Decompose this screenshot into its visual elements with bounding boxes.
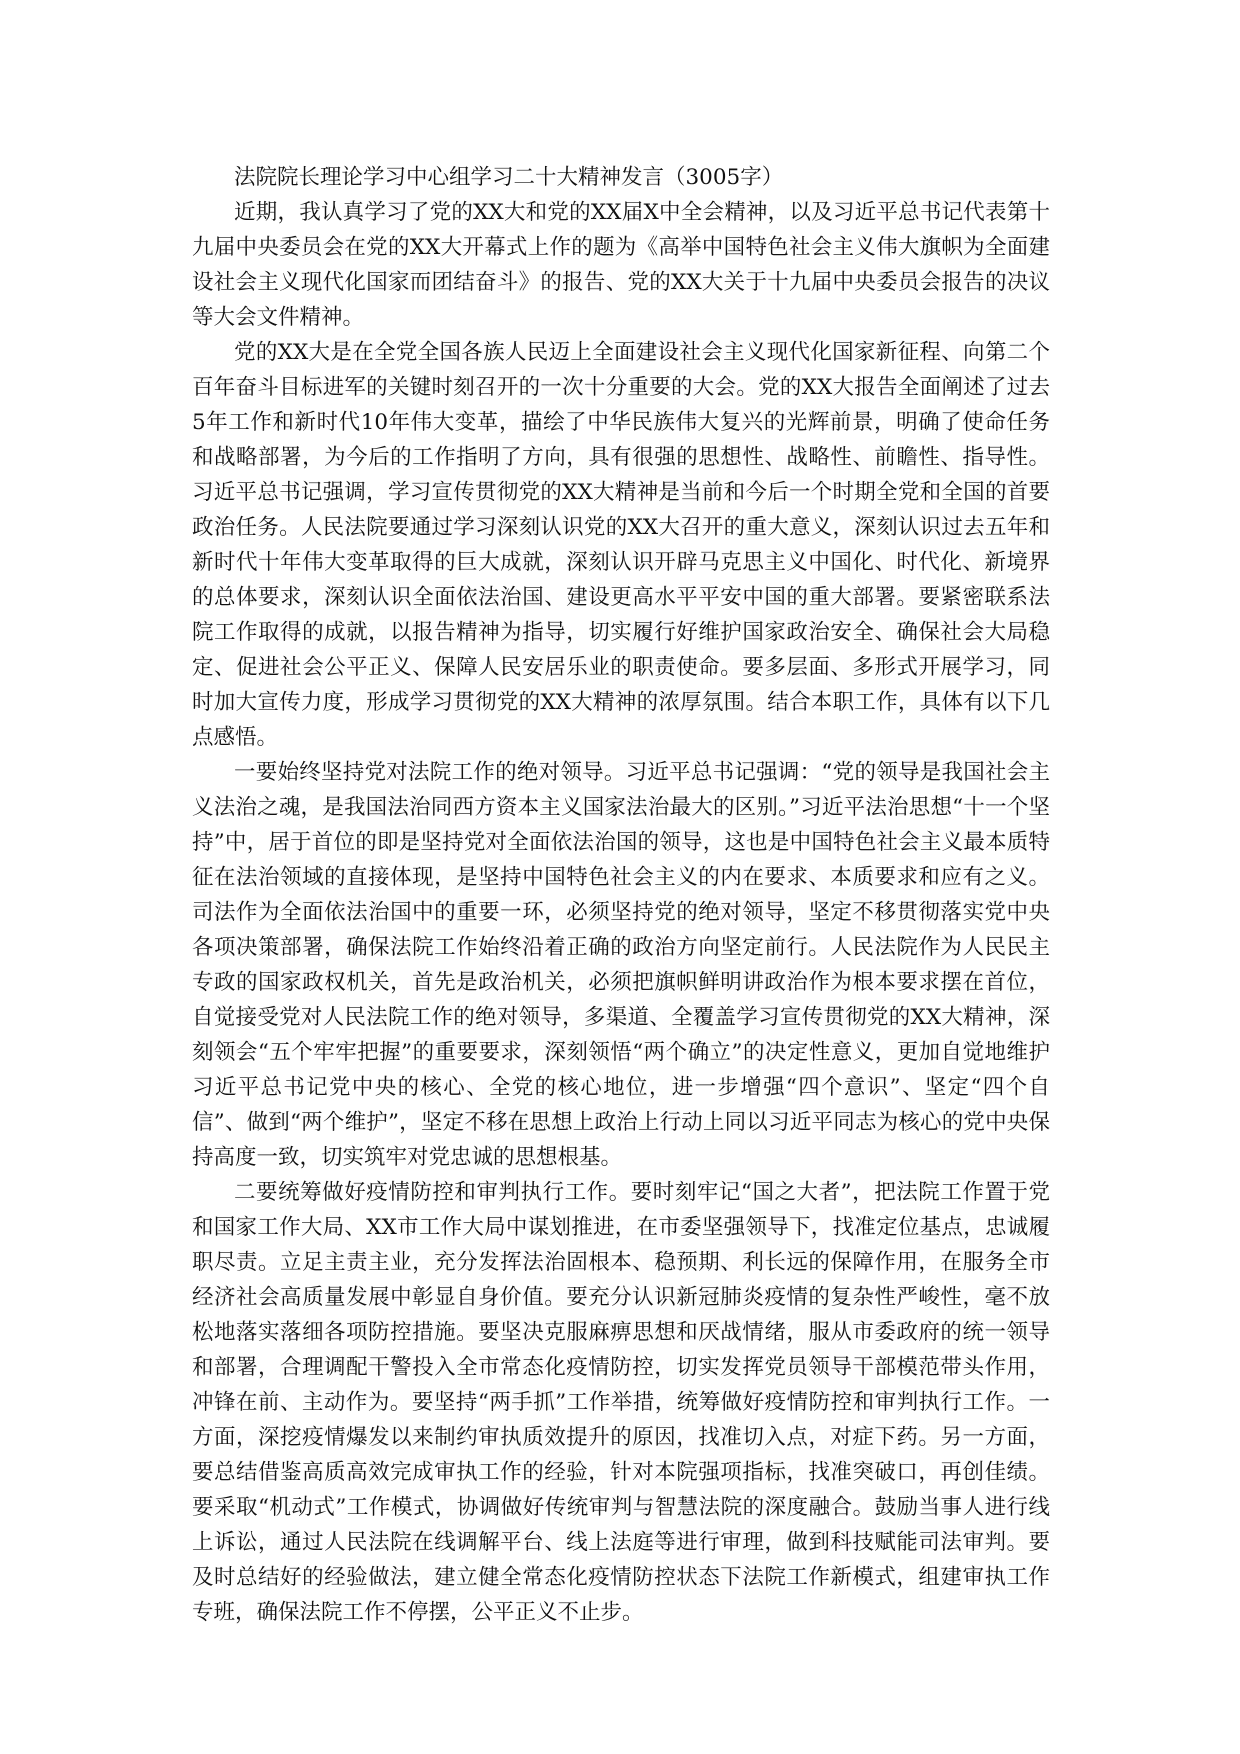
paragraph-party-leadership: 一要始终坚持党对法院工作的绝对领导。习近平总书记强调：“党的领导是我国社会主义法治之魂，是我国法治同西方资本主义国家法治最大的区别。”习近平法治思想“十一个坚持”中，居于首位的即是坚持党对全面依法治国的领导，这也是中国特色社会主义最本质特征在法治领域的直接体现，是坚持中国特色社会主义的内在要求、本质要求和应有之义。司法作为全面依法治国中的重要一环，必须坚持党的绝对领导，坚定不移贯彻落实党中央各项决策部署，确保法院工作始终沿着正确的政治方向坚定前行。人民法院作为人民民主专政的国家政权机关，首先是政治机关，必须把旗帜鲜明讲政治作为根本要求摆在首位，自觉接受党对人民法院工作的绝对领导，多渠道、全覆盖学习宣传贯彻党的XX大精神，深刻领会“五个牢牢把握”的重要要求，深刻领悟“两个确立”的决定性意义，更加自觉地维护习近平总书记党中央的核心、全党的核心地位，进一步增强“四个意识”、坚定“四个自信”、做到“两个维护”，坚定不移在思想上政治上行动上同以习近平同志为核心的党中央保持高度一致，切实筑牢对党忠诚的思想根基。 bbox=[192, 760, 1050, 1170]
paragraph-intro: 近期，我认真学习了党的XX大和党的XX届X中全会精神，以及习近平总书记代表第十九届中央委员会在党的XX大开幕式上作的题为《高举中国特色社会主义伟大旗帜为全面建设社会主义现代化国家而团结奋斗》的报告、党的XX大关于十九届中央委员会报告的决议等大会文件精神。 bbox=[192, 200, 1050, 330]
paragraph-epidemic-and-trials: 二要统筹做好疫情防控和审判执行工作。要时刻牢记“国之大者”，把法院工作置于党和国家工作大局、XX市工作大局中谋划推进，在市委坚强领导下，找准定位基点，忠诚履职尽责。立足主责主业，充分发挥法治固根本、稳预期、利长远的保障作用，在服务全市经济社会高质量发展中彰显自身价值。要充分认识新冠肺炎疫情的复杂性严峻性，毫不放松地落实落细各项防控措施。要坚决克服麻痹思想和厌战情绪，服从市委政府的统一领导和部署，合理调配干警投入全市常态化疫情防控，切实发挥党员领导干部模范带头作用，冲锋在前、主动作为。要坚持“两手抓”工作举措，统筹做好疫情防控和审判执行工作。一方面，深挖疫情爆发以来制约审执质效提升的原因，找准切入点，对症下药。另一方面，要总结借鉴高质高效完成审执工作的经验，针对本院强项指标，找准突破口，再创佳绩。要采取“机动式”工作模式，协调做好传统审判与智慧法院的深度融合。鼓励当事人进行线上诉讼，通过人民法院在线调解平台、线上法庭等进行审理，做到科技赋能司法审判。要及时总结好的经验做法，建立健全常态化疫情防控状态下法院工作新模式，组建审执工作专班，确保法院工作不停摆，公平正义不止步。 bbox=[192, 1180, 1050, 1625]
paragraph-significance: 党的XX大是在全党全国各族人民迈上全面建设社会主义现代化国家新征程、向第二个百年奋斗目标进军的关键时刻召开的一次十分重要的大会。党的XX大报告全面阐述了过去5年工作和新时代10年伟大变革，描绘了中华民族伟大复兴的光辉前景，明确了使命任务和战略部署，为今后的工作指明了方向，具有很强的思想性、战略性、前瞻性、指导性。习近平总书记强调，学习宣传贯彻党的XX大精神是当前和今后一个时期全党和全国的首要政治任务。人民法院要通过学习深刻认识党的XX大召开的重大意义，深刻认识过去五年和新时代十年伟大变革取得的巨大成就，深刻认识开辟马克思主义中国化、时代化、新境界的总体要求，深刻认识全面依法治国、建设更高水平平安中国的重大部署。要紧密联系法院工作取得的成就，以报告精神为指导，切实履行好维护国家政治安全、确保社会大局稳定、促进社会公平正义、保障人民安居乐业的职责使命。要多层面、多形式开展学习，同时加大宣传力度，形成学习贯彻党的XX大精神的浓厚氛围。结合本职工作，具体有以下几点感悟。 bbox=[192, 340, 1050, 750]
document-title: 法院院长理论学习中心组学习二十大精神发言（3005字） bbox=[234, 165, 784, 190]
document-body bbox=[192, 160, 1050, 1630]
